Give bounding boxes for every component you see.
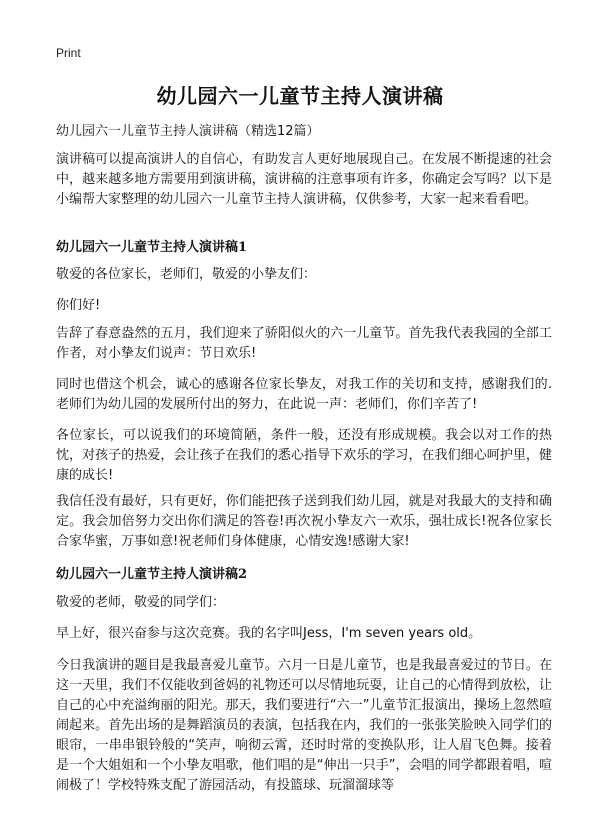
section-1-greeting: 敬爱的各位家长，老师们，敬爱的小挚友们： [56, 267, 317, 282]
section-2-paragraph-1: 早上好，很兴奋参与这次竞赛。我的名字叫Jess，I'm seven years old。 [56, 626, 482, 641]
print-link[interactable]: Print [56, 46, 81, 60]
section-1-heading: 幼儿园六一儿童节主持人演讲稿1 [56, 240, 248, 255]
section-1-paragraph-1: 告辞了春意盎然的五月，我们迎来了骄阳似火的六一儿童节。首先我代表我园的全部工作者，对小挚友们说声：节日欢乐! [56, 326, 552, 361]
section-2-heading: 幼儿园六一儿童节主持人演讲稿2 [56, 567, 248, 582]
page-title: 幼儿园六一儿童节主持人演讲稿 [156, 84, 444, 108]
section-1-paragraph-4: 我信任没有最好，只有更好，你们能把孩子送到我们幼儿园，就是对我最大的支持和确定。我会加倍努力交出你们满足的答卷!再次祝小挚友六一欢乐，强壮成长!祝各位家长合家华蜜，万事如意!祝老师们身体健康，心情安逸!感谢大家! [56, 494, 552, 549]
document-subtitle: 幼儿园六一儿童节主持人演讲稿（精选12篇） [56, 124, 320, 139]
section-2-paragraph-2: 今日我演讲的题目是我最喜爱儿童节。六月一日是儿童节，也是我最喜爱过的节日。在这一天里，我们不仅能收到爸妈的礼物还可以尽情地玩耍，让自己的心情得到放松，让自己的心中充溢绚丽的阳光。那天，我们要进行“六一”儿童节汇报演出，操场上忽然喧闹起来。首先出场的是舞蹈演员的表演，包括我在内，我们的一张张笑脸映入同学们的眼帘，一串串银铃般的“笑声，响彻云霄，还时时常的变换队形，让人眉飞色舞。接着是一个大姐姐和一个小挚友唱歌，他们唱的是“伸出一只手”，会唱的同学都跟着唱，喧闹极了！学校特殊支配了游园活动，有投篮球、玩溜溜球等 [56, 658, 552, 793]
section-1-paragraph-3: 各位家长，可以说我们的环境简陋，条件一般，还没有形成规模。我会以对工作的热忱，对孩子的热爱，会让孩子在我们的悉心指导下欢乐的学习，在我们细心呵护里，健康的成长! [56, 428, 552, 483]
section-1-paragraph-2: 同时也借这个机会，诚心的感谢各位家长挚友，对我工作的关切和支持，感谢我们的.老师们为幼儿园的发展所付出的努力，在此说一声：老师们，你们辛苦了! [56, 377, 552, 412]
intro-paragraph: 演讲稿可以提高演讲人的自信心，有助发言人更好地展现自己。在发展不断提速的社会中，越来越多地方需要用到演讲稿，演讲稿的注意事项有许多，你确定会写吗？以下是小编帮大家整理的幼儿园六一儿童节主持人演讲稿，仅供参考，大家一起来看看吧。 [56, 152, 552, 207]
section-2-greeting: 敬爱的老师，敬爱的同学们： [56, 595, 226, 610]
section-1-hello: 你们好! [56, 298, 101, 313]
